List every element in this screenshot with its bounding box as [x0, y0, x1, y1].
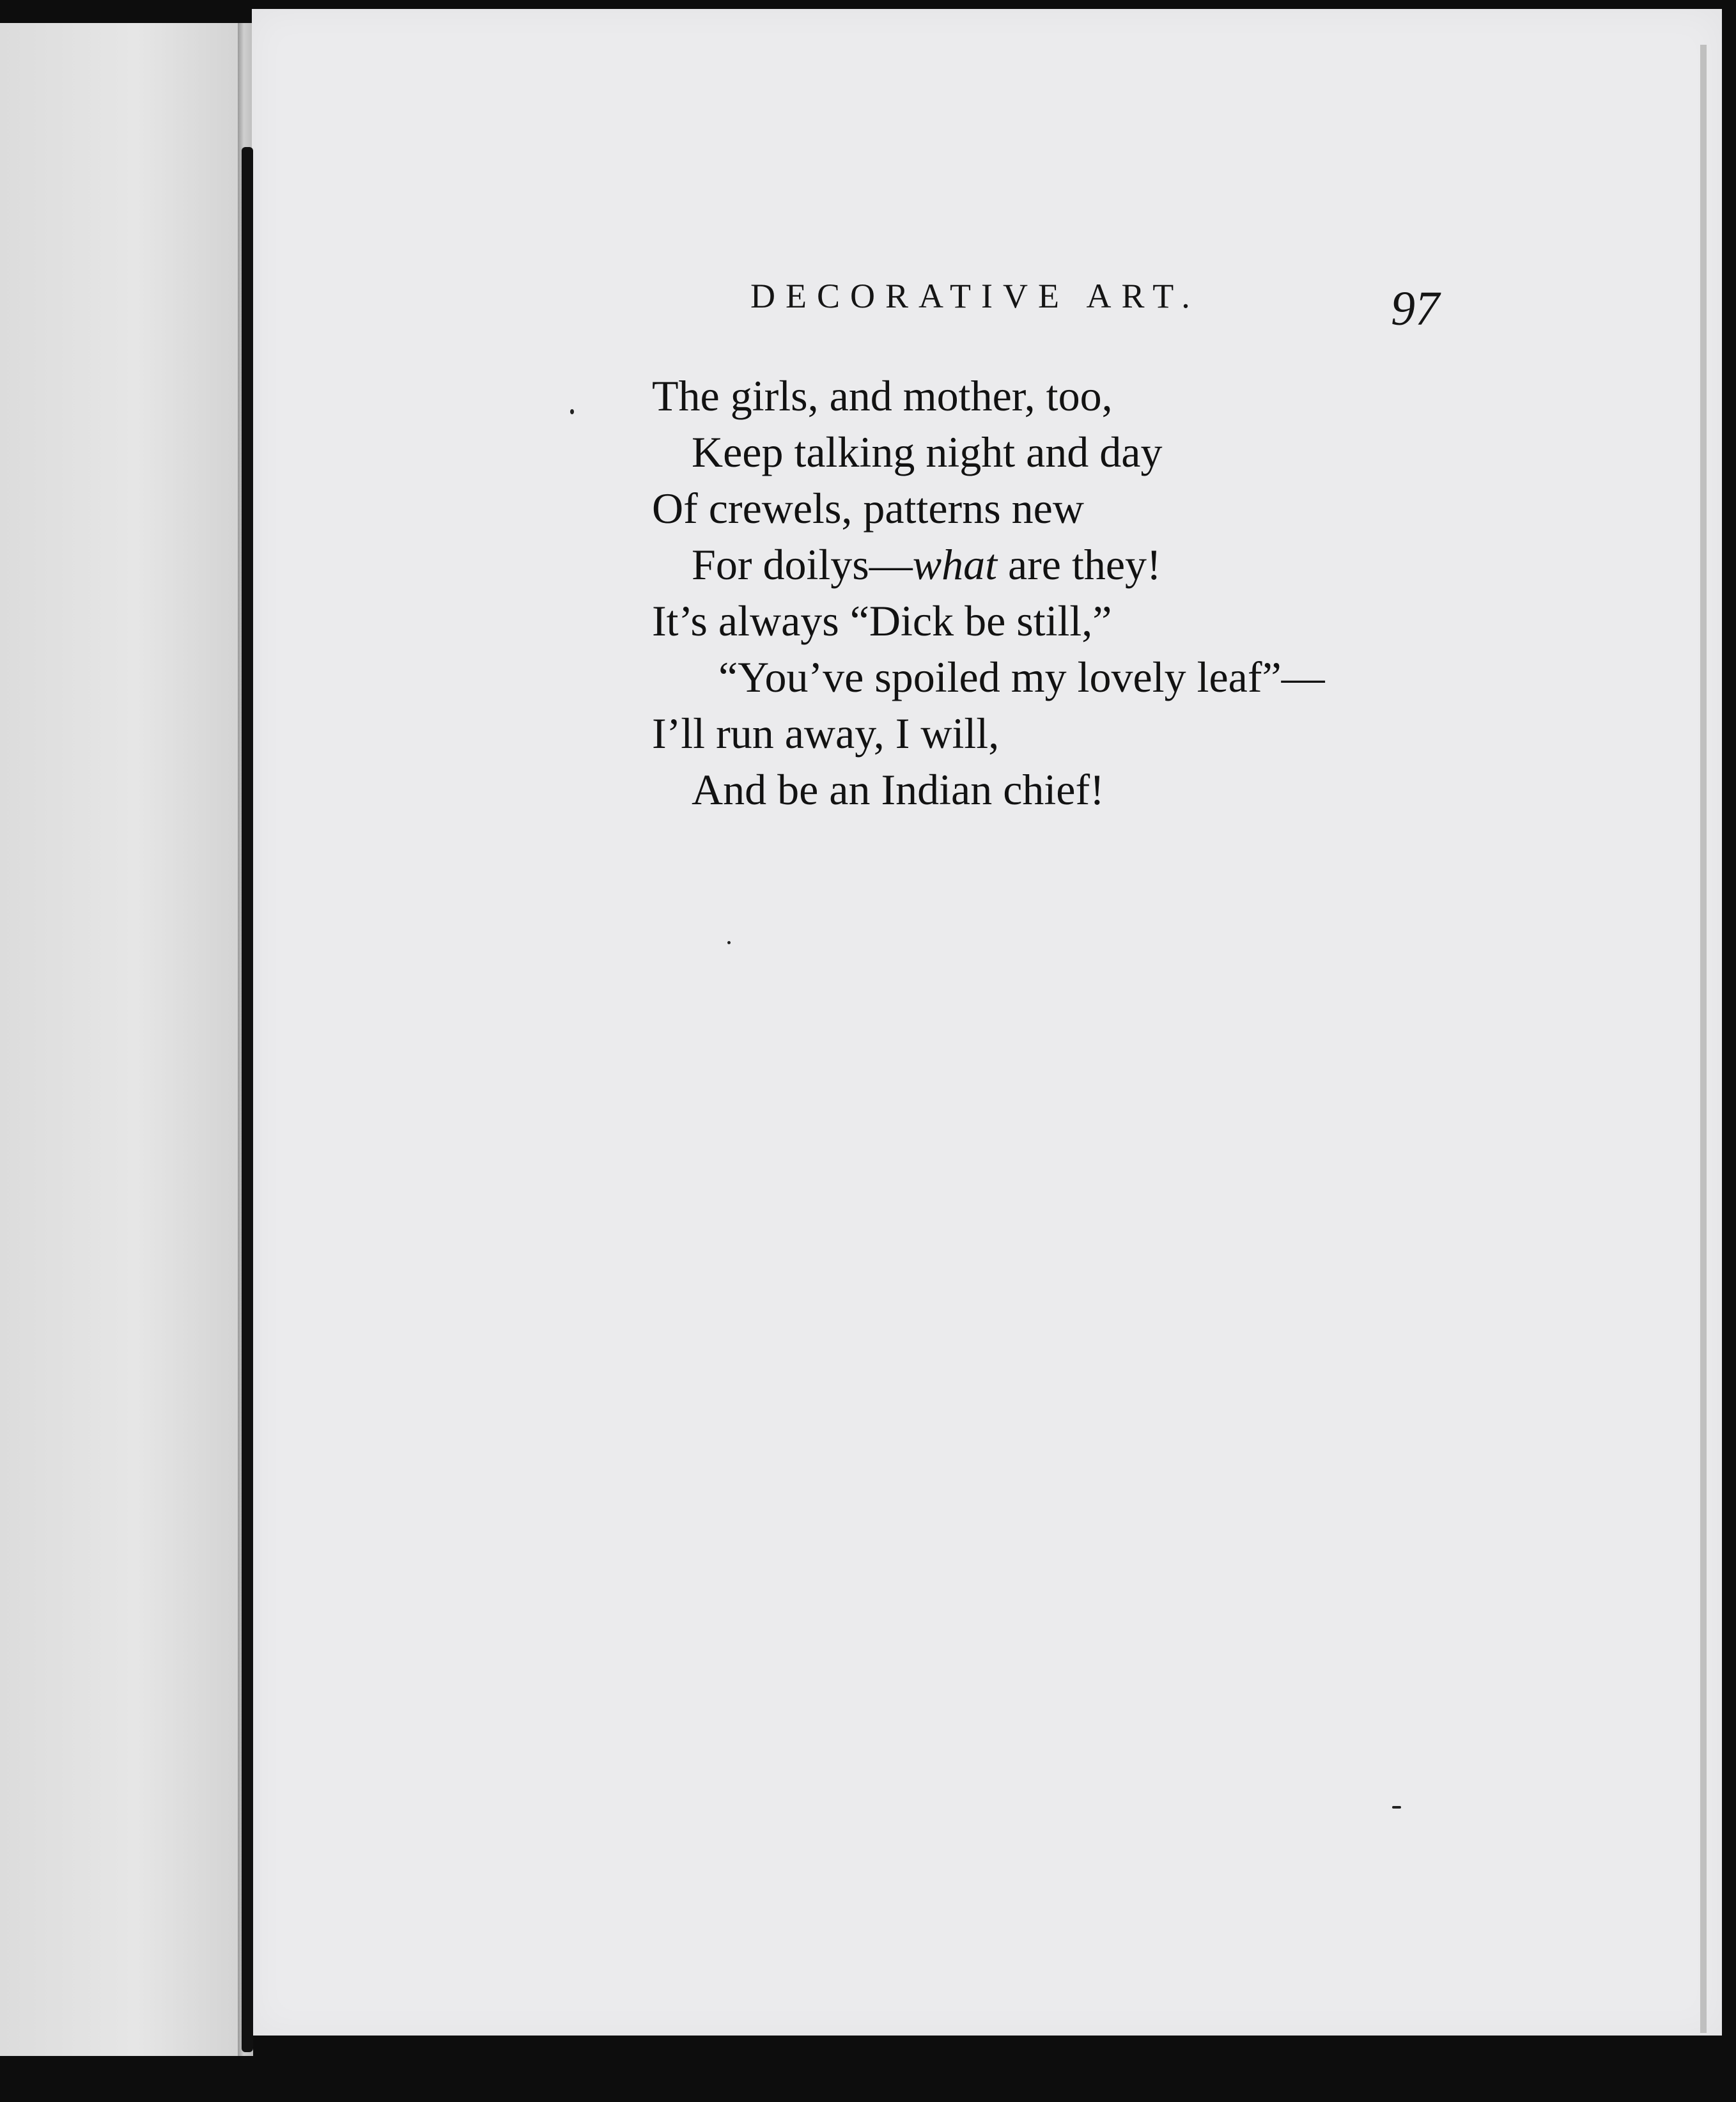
book-gutter — [242, 147, 253, 2052]
right-page-edge — [1700, 45, 1707, 2033]
poem-line: The girls, and mother, too, — [652, 371, 1113, 420]
ink-speck — [570, 409, 574, 414]
poem-stanza — [652, 368, 1325, 818]
poem-line: And be an Indian chief! — [692, 765, 1104, 814]
ink-speck — [727, 941, 731, 944]
running-head: DECORATIVE ART. — [750, 277, 1200, 315]
poem-line: “You’ve spoiled my lovely leaf”— — [718, 653, 1325, 701]
poem-line: Keep talking night and day — [692, 428, 1163, 476]
poem-line — [652, 536, 1325, 593]
ink-speck — [1392, 1806, 1401, 1809]
page-number: 97 — [1391, 282, 1439, 336]
italic-emphasis: what — [912, 540, 997, 589]
poem-line: It’s always “Dick be still,” — [652, 596, 1112, 645]
poem-line: Of crewels, patterns new — [652, 484, 1084, 533]
poem-line-text: For doilys— — [692, 540, 913, 589]
poem-line-text: are they! — [996, 540, 1161, 589]
left-page-edge — [0, 23, 247, 2056]
poem-line: I’ll run away, I will, — [652, 709, 1000, 758]
